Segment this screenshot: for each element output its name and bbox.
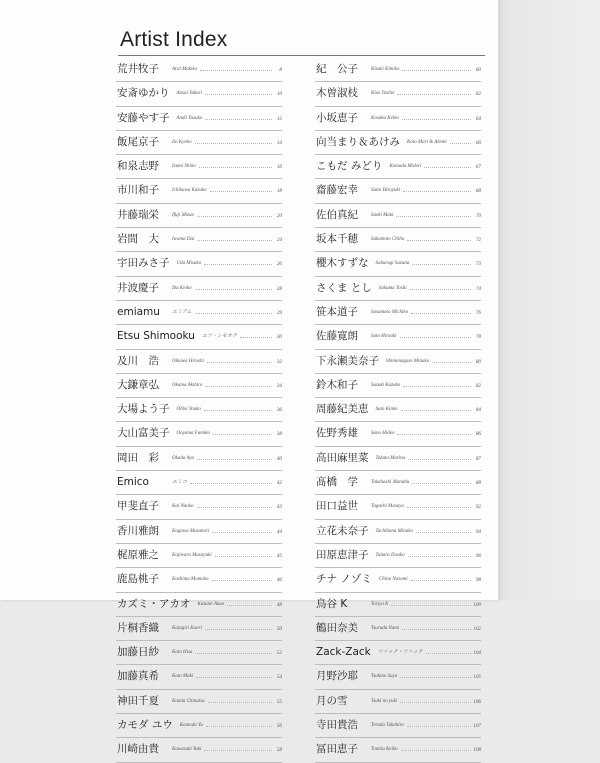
dot-leader [407, 726, 471, 727]
dot-leader [195, 313, 272, 314]
artist-reading: エミコ [172, 480, 188, 486]
artist-reading: ツァック・ツァック [377, 650, 423, 656]
dot-leader [195, 143, 272, 144]
index-entry [315, 325, 481, 349]
artist-reading: Arai Makiko [172, 67, 198, 72]
artist-name: カズミ・アカオ [117, 597, 191, 610]
dot-leader [200, 70, 272, 71]
index-entry [315, 641, 481, 665]
dot-leader [190, 483, 272, 484]
index-entry [116, 228, 282, 252]
index-entry [116, 520, 282, 544]
page-number: 24 [276, 237, 282, 244]
dot-leader [407, 507, 471, 508]
artist-reading: China Nozomi [378, 577, 408, 583]
index-entry [116, 107, 282, 131]
index-entry [116, 131, 282, 155]
dot-leader [407, 240, 471, 241]
dot-leader [400, 337, 471, 338]
artist-reading: Takata Marina [375, 455, 406, 461]
index-entry [116, 398, 282, 422]
artist-name: 立花未奈子 [316, 524, 369, 537]
index-entry [116, 252, 282, 276]
page-number: 108 [473, 747, 481, 754]
artist-name: 寺田貴浩 [316, 719, 358, 732]
artist-name: 川崎由貴 [117, 743, 159, 756]
page-number: 92 [475, 504, 481, 511]
dot-leader [215, 556, 272, 557]
artist-reading: Ohba Youko [176, 407, 201, 413]
index-entry [116, 568, 282, 592]
artist-name: 加藤日紗 [117, 646, 159, 659]
index-entry [315, 155, 481, 179]
artist-reading: Kawasaki Yuki [172, 747, 202, 753]
page-number: 34 [276, 382, 282, 389]
index-entry [315, 544, 481, 568]
artist-reading: Ichikawa Kazuko [172, 188, 207, 194]
artist-name: 加藤真希 [117, 670, 159, 683]
page-number: 74 [475, 285, 481, 292]
page-number: 86 [475, 431, 481, 438]
dot-leader [408, 556, 471, 557]
page-number: 62 [475, 91, 481, 98]
dot-leader [432, 362, 471, 363]
dot-leader [416, 532, 471, 533]
page-number: 8 [279, 67, 282, 73]
artist-reading: Komoda Midori [389, 164, 422, 170]
page-number: 48 [276, 601, 282, 608]
artist-name: 佐伯真紀 [316, 208, 358, 221]
page-number: 64 [475, 115, 481, 122]
dot-leader [240, 337, 272, 338]
page-number: 67 [475, 164, 481, 171]
index-entry [116, 374, 282, 398]
page-number: 66 [475, 139, 481, 146]
index-entry [116, 325, 282, 349]
index-entry [315, 690, 481, 714]
index-entry [315, 252, 481, 276]
artist-name: 甲斐直子 [117, 500, 159, 513]
artist-reading: Sato Hiroaki [371, 334, 397, 340]
artist-name: 笹本道子 [316, 305, 358, 318]
dot-leader [412, 264, 471, 265]
artist-reading: Tsuki no yuki [371, 698, 398, 704]
page-number: 73 [475, 261, 481, 268]
index-entry [315, 447, 481, 471]
page-number: 50 [276, 625, 282, 632]
artist-reading: Katagiri Kaori [172, 625, 202, 631]
artist-reading: Sano Hideo [371, 431, 395, 437]
dot-leader [207, 362, 272, 363]
artist-reading: Iba Keiko [172, 285, 192, 291]
artist-name: 紀 公子 [316, 63, 358, 75]
dot-leader [397, 94, 471, 95]
artist-name: さくま とし [316, 281, 372, 294]
artist-reading: Ansai Yukari [176, 91, 203, 97]
artist-reading: Suzuki Kazuko [371, 382, 401, 388]
index-entry [315, 714, 481, 738]
artist-name: 鈴木和子 [316, 378, 358, 391]
page-number: 82 [475, 382, 481, 389]
index-entry [315, 568, 481, 592]
artist-reading: エツ・シモオク [201, 334, 237, 340]
artist-reading: Suto Kimie [375, 407, 398, 413]
index-entry [315, 82, 481, 106]
artist-reading: Kato Hisa [172, 650, 193, 656]
artist-reading: Tsukino Saya [371, 674, 398, 680]
artist-name: 荒井牧子 [117, 63, 159, 75]
artist-name: 安斎ゆかり [117, 87, 170, 100]
artist-name: 和泉志野 [117, 160, 159, 173]
page-number: 14 [276, 139, 282, 146]
dot-leader [197, 216, 272, 217]
artist-name: 周藤紀美恵 [316, 403, 369, 416]
index-entry [116, 544, 282, 568]
dot-leader [402, 119, 471, 120]
artist-reading: Sakuragi Suzuna [375, 261, 410, 267]
artist-reading: Kosaka Keiko [371, 115, 399, 121]
artist-name: 髙橋 学 [316, 476, 358, 489]
artist-reading: Terada Takahiro [371, 723, 404, 729]
artist-name: 大鎌章弘 [117, 378, 159, 391]
artist-reading: Saito Hiroyuki [371, 188, 401, 194]
index-entry [315, 665, 481, 689]
artist-name: 岩間 大 [117, 233, 159, 246]
page-number: 56 [276, 723, 282, 730]
index-entry [315, 131, 481, 155]
artist-reading: Kanda Chinatsu [172, 698, 205, 704]
page-number: 32 [276, 358, 282, 365]
artist-reading: Izumi Shino [172, 164, 196, 170]
page-number: 102 [473, 625, 481, 632]
dot-leader [396, 216, 471, 217]
index-entry [315, 593, 481, 617]
dot-leader [397, 434, 471, 435]
page-number: 20 [276, 212, 282, 219]
dot-leader [212, 532, 272, 533]
page-number: 80 [475, 358, 481, 365]
page-number: 105 [473, 674, 481, 681]
title-rule [118, 55, 485, 56]
page-number: 107 [473, 723, 481, 730]
artist-reading: Oikawa Hiroshi [172, 358, 204, 364]
page-number: 98 [475, 577, 481, 584]
artist-reading: Okama Akihiro [172, 382, 203, 388]
index-entry [116, 641, 282, 665]
index-entry [315, 471, 481, 495]
index-entry [116, 82, 282, 106]
dot-leader [402, 629, 471, 630]
index-entry [315, 422, 481, 446]
artist-name: チナ ノゾミ [316, 573, 372, 586]
page-number: 96 [475, 552, 481, 559]
page-number: 44 [276, 528, 282, 535]
page-number: 104 [473, 650, 481, 657]
dot-leader [197, 240, 272, 241]
artist-name: 岡田 彩 [117, 451, 159, 464]
page-number: 70 [475, 212, 481, 219]
artist-reading: Tomita Keiko [371, 747, 398, 753]
index-entry [116, 617, 282, 641]
index-column-right [315, 58, 481, 763]
page-number: 55 [276, 698, 282, 705]
artist-name: 鹿島桃子 [117, 573, 159, 586]
page-number: 76 [475, 309, 481, 316]
page-number: 88 [475, 480, 481, 487]
artist-name: 佐藤寛朗 [316, 330, 358, 343]
artist-reading: Ooyama Fumiko [176, 431, 210, 437]
artist-name: 井藤瑞栄 [117, 208, 159, 221]
dot-leader [195, 289, 272, 290]
index-entry [315, 179, 481, 203]
page-number: 12 [276, 115, 282, 122]
artist-name: Etsu Shimooku [117, 330, 195, 343]
artist-reading: Sasamoto Michiko [371, 309, 409, 315]
artist-reading: Kashima Momoko [172, 577, 209, 583]
artist-reading: Kamoda Yu [179, 723, 203, 729]
artist-name: 宇田みさ子 [117, 257, 170, 270]
index-entry [315, 374, 481, 398]
artist-reading: Kiso Toshie [371, 91, 395, 97]
artist-reading: Uda Misako [176, 261, 202, 267]
artist-reading: Okada Aya [172, 455, 194, 461]
index-column-left [116, 58, 282, 763]
index-entry [315, 617, 481, 641]
artist-reading: Sakamoto Chiho [371, 237, 405, 243]
artist-reading: Tachibana Minako [375, 528, 413, 534]
page-number: 38 [276, 431, 282, 438]
dot-leader [402, 70, 471, 71]
page-number: 30 [276, 334, 282, 341]
artist-reading: Kai Naoko [172, 504, 194, 510]
page-edge-shadow [498, 0, 600, 600]
artist-name: 佐野秀雄 [316, 427, 358, 440]
index-entry [116, 495, 282, 519]
artist-name: 坂本千穂 [316, 233, 358, 246]
dot-leader [197, 459, 272, 460]
page-number: 18 [276, 188, 282, 195]
artist-name: 鳥谷 K [316, 597, 348, 610]
artist-reading: Toriya K [371, 601, 389, 607]
dot-leader [450, 143, 471, 144]
artist-name: 下永瀬美奈子 [316, 354, 379, 367]
dot-leader [197, 507, 272, 508]
page-number: 94 [475, 528, 481, 535]
dot-leader [412, 483, 471, 484]
index-entry [116, 277, 282, 301]
page-number: 58 [276, 747, 282, 754]
artist-name: 香川雅朗 [117, 524, 159, 537]
dot-leader [213, 434, 272, 435]
artist-name: 片桐香織 [117, 621, 159, 634]
dot-leader [411, 313, 471, 314]
artist-reading: Kisaki Kimiko [371, 67, 400, 72]
artist-name: 田口益世 [316, 500, 358, 513]
artist-name: 木曽淑枝 [316, 87, 358, 100]
index-entry [116, 447, 282, 471]
page-number: 43 [276, 504, 282, 511]
dot-leader [210, 191, 272, 192]
index-entry [315, 228, 481, 252]
page-number: 28 [276, 285, 282, 292]
page-number: 42 [276, 480, 282, 487]
index-entry [116, 471, 282, 495]
page-number: 84 [475, 407, 481, 414]
index-entry [116, 422, 282, 446]
artist-name: 向当まり＆あけみ [316, 135, 400, 148]
artist-reading: Tsuruda Nami [371, 625, 400, 631]
page-number: 26 [276, 261, 282, 268]
page-number: 106 [473, 698, 481, 705]
artist-name: こもだ みどり [316, 160, 383, 173]
artist-reading: Saeki Maki [371, 212, 394, 218]
page-number: 52 [276, 650, 282, 657]
index-entry [116, 714, 282, 738]
page-number: 78 [475, 334, 481, 341]
dot-leader [204, 264, 272, 265]
dot-leader [227, 605, 272, 606]
artist-reading: Shimonagase Minako [386, 358, 430, 364]
artist-reading: Kazumi Akao [197, 601, 225, 607]
dot-leader [205, 94, 272, 95]
artist-name: 梶原雅之 [117, 548, 159, 561]
artist-name: 齋藤宏幸 [316, 184, 358, 197]
page-number: 54 [276, 674, 282, 681]
index-entry [315, 277, 481, 301]
artist-name: 安藤やす子 [117, 111, 170, 124]
artist-reading: Takahashi Manabu [371, 480, 410, 486]
dot-leader [206, 726, 272, 727]
index-entry [116, 738, 282, 762]
index-entry [116, 350, 282, 374]
index-entry [315, 495, 481, 519]
dot-leader [391, 605, 471, 606]
index-entry [116, 665, 282, 689]
index-entry [116, 593, 282, 617]
index-entry [116, 179, 282, 203]
index-entry [116, 301, 282, 325]
dot-leader [205, 629, 272, 630]
index-entry [315, 738, 481, 762]
index-entry [315, 301, 481, 325]
artist-name: 月の雪 [316, 694, 348, 707]
index-entry [315, 398, 481, 422]
artist-name: 鶴田奈美 [316, 621, 358, 634]
dot-leader [212, 580, 272, 581]
page-number: 100 [473, 601, 481, 608]
artist-name: 大山富美子 [117, 427, 170, 440]
index-entry [116, 204, 282, 228]
page-number: 60 [475, 67, 481, 73]
artist-name: Emico [117, 476, 149, 489]
dot-leader [411, 580, 471, 581]
page-number: 45 [276, 552, 282, 559]
artist-name: 月野沙耶 [316, 670, 358, 683]
artist-name: Zack-Zack [316, 646, 371, 659]
dot-leader [204, 750, 272, 751]
index-entry [116, 58, 282, 82]
artist-name: 井波慶子 [117, 281, 159, 294]
page-number: 40 [276, 455, 282, 462]
artist-reading: Sakuma Toshi [378, 285, 407, 291]
index-entry [315, 520, 481, 544]
artist-reading: Ifuji Mizue [172, 212, 194, 218]
page-number: 10 [276, 91, 282, 98]
index-entry [315, 107, 481, 131]
dot-leader [204, 410, 272, 411]
page-number: 46 [276, 577, 282, 584]
index-entry [315, 204, 481, 228]
artist-name: 櫻木すずな [316, 257, 369, 270]
page-number: 87 [475, 455, 481, 462]
index-entry [315, 350, 481, 374]
artist-reading: Iio Kyoko [172, 139, 192, 145]
index-entry [116, 690, 282, 714]
artist-reading: Andō Yasuko [176, 115, 203, 121]
dot-leader [403, 386, 471, 387]
artist-name: emiamu [117, 305, 160, 318]
page-number: 36 [276, 407, 282, 414]
artist-reading: Tahara Etsuko [375, 552, 405, 558]
artist-name: 冨田恵子 [316, 743, 358, 756]
dot-leader [400, 677, 471, 678]
artist-name: 小坂恵子 [316, 111, 358, 124]
dot-leader [401, 410, 471, 411]
dot-leader [426, 653, 471, 654]
artist-name: カモダ ユウ [117, 719, 173, 732]
artist-reading: エミアム [172, 309, 192, 315]
artist-reading: Kajiwara Masayuki [172, 552, 212, 558]
dot-leader [408, 459, 471, 460]
artist-reading: Kato Maki [172, 674, 194, 680]
artist-reading: Koto Mari & Akemi [407, 139, 447, 145]
page-number: 29 [276, 309, 282, 316]
artist-reading: Taguchi Masuyo [371, 504, 405, 510]
page-number: 72 [475, 237, 481, 244]
dot-leader [196, 677, 272, 678]
dot-leader [403, 191, 471, 192]
artist-name: 市川和子 [117, 184, 159, 197]
dot-leader [195, 653, 272, 654]
dot-leader [410, 289, 471, 290]
dot-leader [400, 702, 471, 703]
artist-name: 神田千夏 [117, 694, 159, 707]
artist-reading: Iwama Dai [172, 237, 195, 243]
artist-name: 高田麻里菜 [316, 451, 369, 464]
page-title: Artist Index [120, 28, 228, 51]
artist-name: 田原恵津子 [316, 548, 369, 561]
dot-leader [208, 702, 272, 703]
dot-leader [424, 167, 471, 168]
artist-name: 飯尾京子 [117, 135, 159, 148]
artist-name: 及川 浩 [117, 354, 159, 367]
dot-leader [205, 386, 272, 387]
index-entry [315, 58, 481, 82]
dot-leader [205, 119, 272, 120]
page-number: 68 [475, 188, 481, 195]
index-entry [116, 155, 282, 179]
page-number: 16 [276, 164, 282, 171]
dot-leader [401, 750, 471, 751]
artist-name: 大場よう子 [117, 403, 170, 416]
dot-leader [199, 167, 272, 168]
artist-reading: Kagawa Masanori [172, 528, 210, 534]
